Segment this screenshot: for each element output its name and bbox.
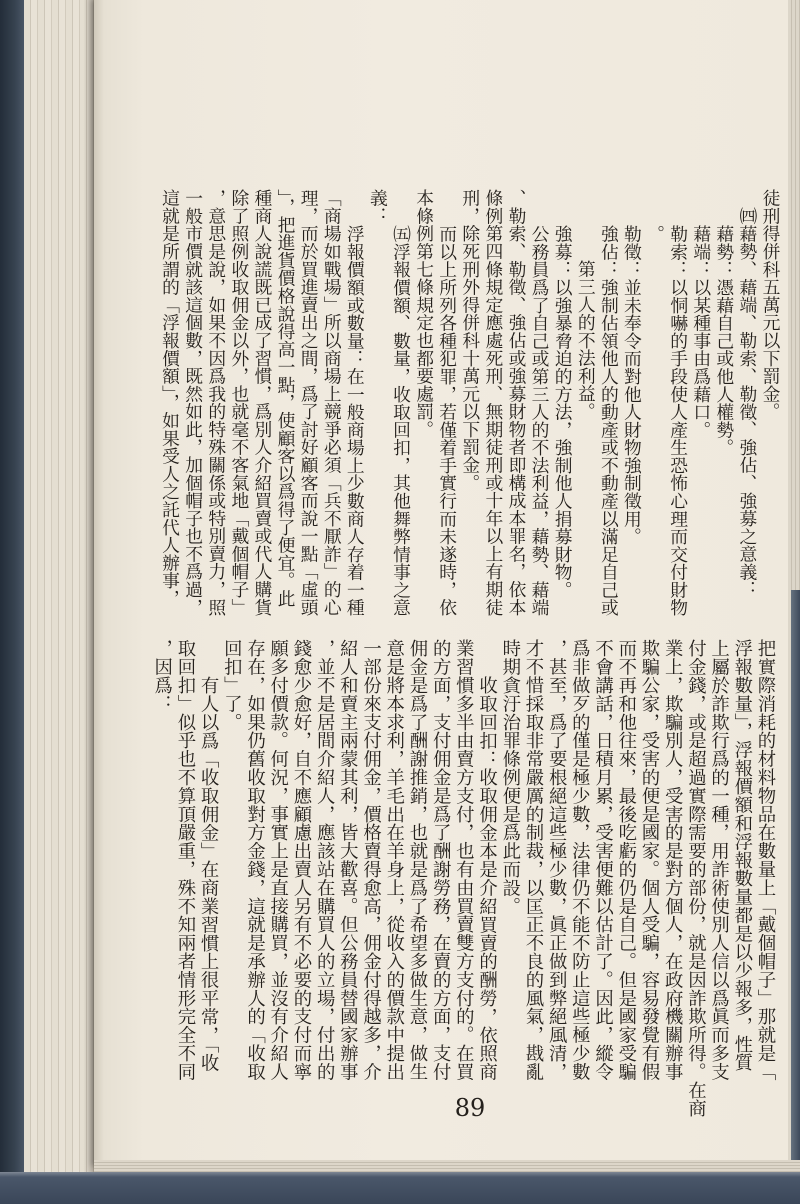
text-line: 徒刑得併科五萬元以下罰金。	[760, 189, 781, 421]
text-line: 第三人的不法利益。	[575, 260, 597, 421]
term-definition: 勒徵：並未奉令而對他人財物強制徵用。	[621, 224, 643, 545]
text-block-lower	[151, 639, 777, 1118]
text-line: 種商人說謊既已成了習慣，爲別人介紹買賣或代人購貨	[251, 189, 273, 616]
text-line: 、勒索、勒徵、強佔或強募財物者即構成本罪名，依本	[505, 189, 527, 616]
text-line: ，並不是居間介紹人，應該站在購買人的立場，付出的	[314, 639, 336, 1081]
text-line: 錢愈少愈好，自不應顧慮出賣人另有不必要的支付而寧	[290, 639, 312, 1081]
text-line: 意是將本求利，羊毛出在羊身上，從收入的價款中提出	[383, 639, 405, 1081]
text-line: 一般市價就該這個數，既然如此，加個帽子也不爲過，	[182, 189, 204, 616]
text-line: 取回扣」似乎也不算頂嚴重，殊不知兩者情形完全不同	[174, 639, 196, 1081]
term-definition: 強佔：強制佔領他人的動產或不動產以滿足自己或	[598, 224, 620, 616]
text-line: 存在，如果仍舊收取對方金錢，這就是承辦人的「收取	[244, 639, 266, 1081]
section-heading: 義：	[367, 189, 389, 225]
section-heading: ㈤浮報價額、數量，收取回扣，其他舞弊情事之意	[390, 224, 412, 616]
text-line: 這就是所謂的「浮報價額」，如果受人之託代人辦事，	[159, 189, 181, 608]
text-line: 刑，除死刑外得併科十萬元以下罰金。	[459, 189, 481, 492]
text-line: 紹人和賣主兩蒙其利，皆大歡喜。但公務員替國家辦事	[337, 639, 359, 1081]
text-line: ，因爲：	[151, 639, 173, 713]
text-line: 理，而於買進賣出之間，爲了討好顧客而說一點「虛頭	[298, 189, 320, 616]
text-line: 付金錢，或是超過實際需要的部份，就是因詐欺所得。在商	[685, 639, 707, 1118]
term-definition: 勒索：以恫嚇的手段使人產生恐怖心理而交付財物	[667, 224, 689, 616]
term-definition: 藉端：以某種事由爲藉口。	[690, 224, 712, 439]
text-line: 回扣」了。	[221, 639, 243, 731]
page-number: 89	[454, 1094, 486, 1122]
text-line: 公務員爲了自己或第三人的不法利益，藉勢、藉端	[529, 224, 551, 616]
page-edges-bottom	[94, 1160, 800, 1172]
text-line: 不會講話，日積月累，受害便難以估計了。因此，縱令	[592, 639, 614, 1081]
text-line: 。	[644, 224, 666, 243]
text-line: ，甚至，爲了要根絕這些極少數，眞正做到弊絕風清，	[546, 639, 568, 1081]
text-line: 」，把進貨價格說得高一點，使顧客以爲得了便宜。此	[275, 189, 297, 608]
section-heading: ㈣藉勢、藉端、勒索、勒徵、強佔、強募之意義：	[736, 206, 758, 599]
text-line: 業習慣多半由賣方支付，也有由買賣雙方支付的。在買	[453, 639, 475, 1081]
text-line: 的方面，支付佣金是爲了酬謝勞務，在賣的方面，支付	[430, 639, 452, 1081]
text-line: 本條例第七條規定也都要處罰。	[413, 189, 435, 439]
text-line: 「商場如戰場」所以商場上競爭必須「兵不厭詐」的心	[321, 189, 343, 616]
text-line: 把實際消耗的材料物品在數量上「戴個帽子」那就是「	[755, 639, 776, 1081]
term-definition: 藉勢：憑藉自己或他人權勢。	[713, 224, 735, 456]
text-line: 而不再和他往來，最後吃虧的仍是自己。但是國家受騙	[615, 639, 637, 1081]
text-line: 除了照例收取佣金以外，也就毫不客氣地「戴個帽子」	[228, 189, 250, 616]
text-line: 時期貪汙治罪條例便是爲此而設。	[499, 639, 521, 915]
book-cover-left	[0, 0, 24, 1204]
text-line: 而以上所列各種犯罪，若僅着手實行而未遂時，依	[436, 224, 458, 616]
text-line: 浮報價額或數量：在一般商場上少數商人存着一種	[344, 224, 366, 616]
term-definition: 強募：以強暴脅迫的方法，強制他人捐募財物。	[552, 224, 574, 599]
text-line: 才不惜採取非常嚴厲的制裁，以匡正不良的風氣，戡亂	[522, 639, 544, 1081]
book-cover-right	[791, 590, 800, 1172]
text-line: 一部份來支付佣金，價格賣得愈高，佣金付得越多，介	[360, 639, 382, 1081]
text-line: 欺騙公家，受害的便是國家。個人受騙，容易發覺有假	[638, 639, 660, 1081]
text-line: 條例第四條規定應處死刑、無期徒刑或十年以上有期徒	[482, 189, 504, 616]
text-line: 有人以爲「收取佣金」在商業習慣上很平常，「收	[198, 675, 220, 1072]
term-definition: 收取回扣：收取佣金本是介紹買賣的酬勞，依照商	[476, 675, 498, 1081]
text-line: ，意思是說，如果不因爲我的特殊關係或特別賣力，照	[205, 189, 227, 616]
page-edges-left	[24, 0, 94, 1172]
text-line: 浮報數量」，浮報價額和浮報數量都是以少報多，性質	[731, 639, 753, 1072]
text-line: 佣金是爲了酬謝推銷，也就是爲了希望多做生意，做生	[406, 639, 428, 1081]
text-line: 願多付價款。何況，事實上是直接購買，並沒有介紹人	[267, 639, 289, 1081]
text-line: 爲非做歹的僅是極少數，法律仍不能不防止這些極少數	[569, 639, 591, 1081]
book-cover-bottom	[0, 1172, 800, 1204]
text-block-upper	[158, 189, 782, 629]
text-line: 業上，欺騙別人，受害的是對方個人，在政府機關辦事	[662, 639, 684, 1081]
text-line: 上屬於詐欺行爲的一種，用詐術使別人信以爲眞而多支	[708, 639, 730, 1081]
